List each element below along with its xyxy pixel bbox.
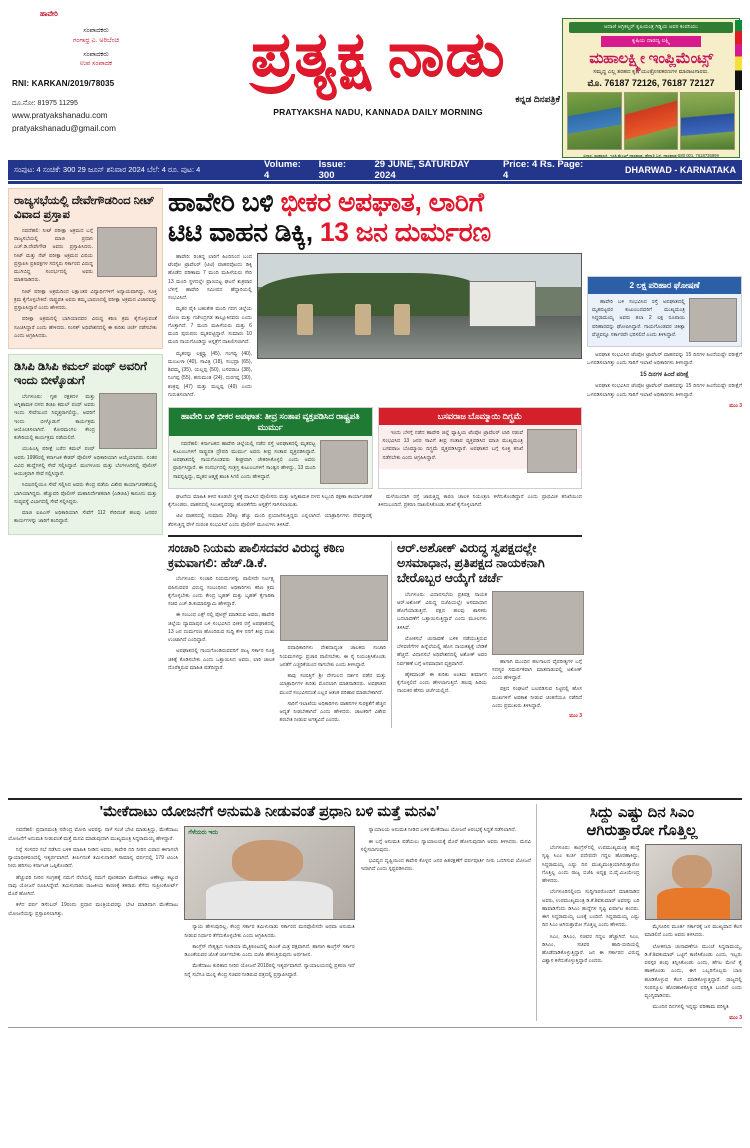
right-column [587,188,742,793]
article-paragraph: ನವದೆಹಲಿ: ಕರ್ನಾಟಕದ ಹಾವೇರಿ ಜಿಲ್ಲೆಯಲ್ಲಿ ನಡೆದ ರಸ್ತೆ ಅಪಘಾತದಲ್ಲಿ ಮೃತಪಟ್ಟ ಕುಟುಂಬಗಳಿಗೆ ರಾಷ್ಟ್ರಪತಿ ದ್ರೌಪದಿ ಮುರ್ಮು ಅವರು ತೀವ್ರ ಸಂತಾಪ ವ್ಯಕ್ತಪಡಿಸಿದ್ದಾರೆ. ಅಪಘಾತದಲ್ಲಿ ಗಾಯಗೊಂಡವರು ಶೀಘ್ರವಾಗಿ ಚೇತರಿಸಿಕೊಳ್ಳಲಿ ಎಂದು ಅವರು ಪ್ರಾರ್ಥಿಸಿದ್ದಾರೆ. ಈ ಸಂದರ್ಭದಲ್ಲಿ ಸಂತ್ರಸ್ತ ಕುಟುಂಬಗಳಿಗೆ ಸಾಂತ್ವನ ಹೇಳಿದ್ದು, 13 ಮಂದಿ ಸಾವನ್ನಪ್ಪಿದ್ದು, ಮೃತರ ಆತ್ಮಕ್ಕೆ ಶಾಂತಿ ಸಿಗಲಿ ಎಂದು ಹೇಳಿದ್ದಾರೆ. [173,440,316,480]
photo-deve-gowda [97,227,157,277]
article-kamal-pant-farewell[interactable] [8,354,163,535]
article-paragraph: ಲೋಕಸಭೆ ಚುನಾವಣೆ ಬಳಿಕ ನಡೆಯುತ್ತಿರುವ ಬೆಳವಣಿಗೆಗಳ ಹಿನ್ನೆಲೆಯಲ್ಲಿ ಹೊಸ ನಾಯಕತ್ವಕ್ಕೆ ಬೇಡಿಕೆ ಹೆಚ್ಚಿದೆ. ವಿಧಾನಸಭೆ ಅಧಿವೇಶನದಲ್ಲಿ ಅಶೋಕ್ ಅವರ ನಿರ್ವಹಣೆ ಬಗ್ಗೆ ಅಸಮಾಧಾನ ವ್ಯಕ್ತವಾಗಿದೆ. [397,635,487,667]
article-body-wrap [379,425,582,469]
ad-phone-numbers: ಮೊ. 76187 72126, 76187 72127 [587,78,715,88]
article-deve-gowda-neet[interactable] [8,188,163,349]
masthead-left-info [12,10,180,135]
masthead [8,6,742,158]
article-col-3 [361,826,531,982]
second-section-row [168,535,582,728]
publication-place: DHARWAD - KARNATAKA [625,165,736,175]
ad-product-images [567,92,735,150]
masthead-title-block [178,21,578,117]
article-columns [8,826,531,982]
ad-banner-top: ಅದಾಣಿ ಅಗ್ರಿಕಲ್ಚರ್ ಕೃಷಿಯಂತ್ರ ಗಿಡ್ಡಿಯ ಅವರ ಕಂಪನಿಯು [569,22,733,33]
article-paragraph: ಬೆಂಗಳೂರಿನಲ್ಲಿಂದು ಸುದ್ದಿಗಾರರೊಂದಿಗೆ ಮಾತನಾಡಿದ ಅವರು, ಉಪಮುಖ್ಯಮಂತ್ರಿ ಡಿ.ಕೆ.ಶಿವಕುಮಾರ್ ಅವರನ್ನು ಬರಿ ಹಾವಾಡಿಗೆಂದು ಡಿಸಿಎಂ ಹುದ್ದೆಗಳ ಸೃಷ್ಟಿ ಏರ್ಪಾಟ ತಂದರು. ಈಗ ಸಿದ್ದರಾಮಯ್ಯ ಬಣಕ್ಕೆ ಬಂದಿದೆ. ಸಿದ್ದರಾಮಯ್ಯ ಎಷ್ಟು ದಿನ ಸಿಎಂ ಆಗಿರುತ್ತಾರೋ ಗೊತ್ತಿಲ್ಲ ಎಂದು ಹೇಳಿದರು. [542,889,640,929]
article-paragraph: ಲೋಕಸಭಾ ಚುನಾವಣೆಗೂ ಮುಂಚೆ ಸಿದ್ದರಾಮಯ್ಯ, ಡಿ.ಕೆ.ಶಿವಕುಮಾರ್ ಒಟ್ಟಿಗೆ ಕಾಣಿಸಿಕೊಂಡು ಎಂದು, ಇಬ್ಬರು ಪರಸ್ಪರ ತಂಪು ತಿನ್ನಿಸಿಕೊಂಡು ಎಂದು, ಹೆಗಲ ಮೇಲೆ ಕೈ ಹಾಕಿಕೊಂಡು ಎಂದು, ಈಗ ಒಬ್ಬರಿಗೊಬ್ಬರು ಬಾಣ ಹೂಡಿಕೊಳ್ಳುವ ಕೆಲಸ ಮಾಡಿಕೊಳ್ಳುತ್ತಿದ್ದಾರೆ. ರಾಜ್ಯದಲ್ಲಿ ಸಂಪನ್ಮೂಲ ಹೊರಹಾಕಿಕೊಳ್ಳುವ ಪರಿಸ್ಥಿತಿ ಬಂದಿದೆ ಎಂದು ವ್ಯಂಗ್ಯವಾಡಿದರು. [644,943,742,999]
article-paragraph: ಹಾವೇರಿ: ರಿಂತಿದ್ದ ಲಾರಿಗೆ ಹಿಂದಿನಿಂದ ಬಂದ ಟೆಂಪೋ ಟ್ರಾವೆಲರ್ (ಟಿಟಿ) ವಾಹನವೊಂದು ಡಿಕ್ಕಿ ಹೊಡೆದ ಪರಿಣಾಮ 7 ಮಂದಿ ಮಹಿಳೆಯರು ಸೇರಿ 13 ಮಂದಿ ಸ್ಥಳದಲ್ಲೇ ಪ್ರಾಣಬಿಟ್ಟ ಘಟನೆ ಶುಕ್ರವಾರ ಬೆಳಗ್ಗೆ ಹಾವೇರಿ ಸಮೀಪದ ಹೆದ್ದಾರಿಯಲ್ಲಿ ಸಂಭವಿಸಿದೆ. [168,253,252,302]
issue-date: 29 JUNE, SATURDAY 2024 [374,159,470,181]
article-paragraph: ಸಿಎಂ, ಡಿಸಿಎಂ, ಸಚಿವರ ಗದ್ದಲ ಹೆಚ್ಚಾಗಿದೆ. ಸಿಎಂ, ಡಿಸಿಎಂ, ಸಚಿವರ ಹಾದಿ-ಬೀದಿಯಲ್ಲಿ ಹೊಡೆದಾಡಿಕೊಳ್ಳುತ್ತಿದ್ದಾರೆ. ಜನ ಈ ಸರ್ಕಾರದ ವಿರುದ್ಧ ವಿಶ್ವಾಸ ಕಳೆದುಕೊಳ್ಳುತ್ತಿದ್ದಾರೆ ಎಂದರು. [542,933,640,965]
volume-info-bar [8,160,742,180]
lead-headline-part4: 13 ಜನ ದುರ್ಮರಣ [319,216,491,247]
article-paragraph: ಅಪಘಾತ ಸಂಭವಿಸಿದ ಟೆಂಪೋ ಟ್ರಾವೆಲರ್ ವಾಹನವನ್ನು 15 ದಿನಗಳ ಹಿಂದೆಯಷ್ಟೇ ಪರೀಕ್ಷೆಗೆ ಒಳಪಡಿಸಲಾಗಿತ್ತು ಎಂದು ಸಾರಿಗೆ ಇಲಾಖೆ ಅಧಿಕಾರಿಗಳು ತಿಳಿಸಿದ್ದಾರೆ. [587,383,742,398]
article-headline: ಬಸವರಾಜ ಬೊಮ್ಮಾಯಿ ದಿಗ್ಭ್ರಮೆ [379,408,582,425]
lead-headline-part3: ಟಿಟಿ ವಾಹನ ಡಿಕ್ಕಿ, [168,216,320,247]
photo-face [232,840,303,882]
article-mekedatu[interactable] [8,804,531,1021]
photo-hd-kumaraswamy [280,575,389,641]
photo-police-officer [355,304,371,335]
photo-face [672,855,712,889]
center-column [168,188,582,793]
article-paragraph: ಮೈಸೂರಿನ ಮೂರ್ತ ಸರ್ಕಾರಕ್ಕೆ ಜನ ಮುಖ್ಯವಾದ ಕೆಲಸ ಮಾಡಲಿದೆ ಎಂದು ಅವರು ತಿಳಿಸಿದರು. [644,924,742,939]
masthead-phone: ದೂ.ನೋ: 81975 11295 [12,100,78,108]
bottom-section-rule [8,798,742,800]
article-paragraph: ಮೇಕೆದಾಟು ಕುರಿತಾದ ನೀರಿನ ಯೋಜನೆ 2018ರಲ್ಲಿ ಇತ್ಯರ್ಥವಾಗಿದೆ. ನ್ಯಾಯಾಲಯದಲ್ಲಿ ಪ್ರಕರಣ ಇದೆ ನಿನ್ನೆ ಸಭೆಗೂ ಮುನ್ನ ಕೇಂದ್ರ ಸಚಿವರ ನೀಡಿರುವ ಪತ್ರದಲ್ಲಿ ಪ್ರಸ್ತಾಪಿಸಿದ್ದಾರೆ. [184,963,355,978]
article-paragraph: ಅಪಘಾತ ಸಂಭವಿಸಿದ ಟೆಂಪೋ ಟ್ರಾವೆಲರ್ ವಾಹನವನ್ನು 15 ದಿನಗಳ ಹಿಂದೆಯಷ್ಟೇ ಪರೀಕ್ಷೆಗೆ ಒಳಪಡಿಸಲಾಗಿತ್ತು ಎಂದು ಸಾರಿಗೆ ಇಲಾಖೆ ಅಧಿಕಾರಿಗಳು ತಿಳಿಸಿದ್ದಾರೆ. [587,352,742,367]
article-bommai-shock[interactable] [378,407,583,489]
article-body-wrap [169,436,372,488]
article-col-1 [8,826,178,982]
article-headline: ಆರ್.ಅಶೋಕ್ ವಿರುದ್ಧ ಸ್ವಪಕ್ಷದಲ್ಲೇ ಅಸಮಾಧಾನ, ಪ್ರತಿಪಕ್ಷದ ನಾಯಕನಾಗಿ ಬೇರೊಬ್ಬರ ಆಯ್ಕೆಗೆ ಚರ್ಚೆ [397,540,545,586]
article-paragraph: ಮಳೆಯಿಂದಾಗಿ ರಸ್ತೆ ಜಾರುತ್ತಿದ್ದ ಕಾರಣ ಚಾಲಕ ನಿಯಂತ್ರಣ ಕಳೆದುಕೊಂಡಿದ್ದಾನೆ ಎಂದು ಪ್ರಾಥಮಿಕ ತನಿಖೆಯಿಂದ ತಿಳಿದುಬಂದಿದೆ. ಪ್ರಕರಣ ದಾಖಲಿಸಿಕೊಂಡು ತನಿಖೆ ಕೈಗೊಳ್ಳಲಾಗಿದೆ. [378,493,582,509]
main-content-grid [8,188,742,793]
article-paragraph: ಯುಪಿಎಸ್ಸಿ ಪರೀಕ್ಷೆ ಬರೆದ ಕಮಲ್ ಪಂಥ್ ಅವರು 1996ರಲ್ಲಿ ಕರ್ನಾಟಕ ಕೇಡರ್ ಪೊಲೀಸ್ ಅಧಿಕಾರಿಯಾಗಿ ಆಯ್ಕೆಯಾದರು. ನಂತರ ವಿವಿಧ ಹುದ್ದೆಗಳಲ್ಲಿ ಸೇವೆ ಸಲ್ಲಿಸಿದ್ದಾರೆ. ಮಂಗಳೂರು ಮತ್ತು ಬೆಂಗಳೂರಿನಲ್ಲಿ ಪೊಲೀಸ್ ಆಯುಕ್ತರಾಗಿ ಸೇವೆ ಸಲ್ಲಿಸಿದ್ದಾರೆ. [14,446,157,477]
jump-reference[interactable]: ಮುಂ 3 [569,713,582,720]
article-paragraph: ನ್ಯಾಯ ಹೇಳುವುದಿಲ್ಲ. ಕೇಂದ್ರ ಸರ್ಕಾರ ತಮಿಳುನಾಡು ಸರ್ಕಾರದ ಮನವೊಲಿಸದೇ ಅಥವಾ ಅನುಮತಿ ನೀಡುವ ನಿರ್ಧಾರ ತೆಗೆದುಕೊಳ್ಳಬೇಕು ಎಂದು ಆಗ್ರಹಿಸಿದರು. [184,924,355,939]
volume-english-info [264,159,591,181]
lead-headline-part1: ಹಾವೇರಿ ಬಳಿ [168,187,281,217]
article-paragraph: ಸಿಬಿಐನಲ್ಲಿಯೂ ಸೇವೆ ಸಲ್ಲಿಸಿದ ಅವರು ಕೇಂದ್ರ ಪಡೆಯ ವಿಶೇಷ ಕಾರ್ಯಾಚರಣೆಯಲ್ಲಿ ಭಾಗಿಯಾಗಿದ್ದರು. ಹೆಚ್ಚುವರಿ ಪೊಲೀಸ್ ಮಹಾನಿರ್ದೇಶಕರಾಗಿ (ಎಡಿಜಿಪಿ) ಕಾನೂನು ಮತ್ತು ಸುವ್ಯವಸ್ಥೆ ವಿಭಾಗದಲ್ಲಿ ಸೇವೆ ಸಲ್ಲಿಸಿದ್ದರು. [14,482,157,505]
article-paragraph: ಪಕ್ಷದ ಸಂಘಟನೆ ಬಲಪಡಿಸುವ ನಿಟ್ಟಿನಲ್ಲಿ ಹೊಸ ಮುಖಗಳಿಗೆ ಅವಕಾಶ ನೀಡುವ ಚಿಂತನೆಯೂ ನಡೆದಿದೆ ಎಂದು ಪ್ರಮುಖರು ತಿಳಿಸಿದ್ದಾರೆ. [492,686,582,709]
ad-product-plough-icon [567,92,622,150]
article-headline: ರಾಜ್ಯಸಭೆಯಲ್ಲಿ ದೇವೇಗೌಡರಿಂದ ನೀಟ್ ವಿವಾದ ಪ್ರಸ್ತಾಪ [14,195,155,222]
article-paragraph: ಬೆಂಗಳೂರು: ಗೃಹ ರಕ್ಷಕದಳ ಮತ್ತು ಅಗ್ನಿಶಾಮಕ ದಳದ ಡಿಜಿಪಿ ಕಮಲ್ ಪಂಥ್ ಅವರು ಇಂದು ಸೇವೆಯಿಂದ ನಿವೃತ್ತರಾಗಲಿದ್ದು, ಅವರಿಗೆ ಇಂದು ಬೀಳ್ಕೊಡುಗೆ ಕಾರ್ಯಕ್ರಮ ಆಯೋಜಿಸಲಾಗಿದೆ. ಕೋರಮಂಗಲ ಕೇಂದ್ರ ಕಚೇರಿಯಲ್ಲಿ ಕಾರ್ಯಕ್ರಮ ನಡೆಯಲಿದೆ. [14,393,95,441]
masthead-bullet: ಹಾವೇರಿ [40,11,58,18]
photo-bommai [527,429,577,473]
article-headline: ಹಾವೇರಿ ಬಳಿ ಭೀಕರ ಅಪಘಾತ: ತೀವ್ರ ಸಂತಾಪ ವ್ಯಕ್ತಪಡಿಸಿದ ರಾಷ್ಟ್ರಪತಿ ಮುರ್ಮು [169,408,372,436]
masthead-contact [12,99,180,135]
ad-banner-pink: ಕೃಷಿಯ ದಾರಣ್ಯ ಲಕ್ಷ್ಮಿ [601,36,701,47]
article-president-condolence[interactable] [168,407,373,489]
lead-headline-part2: ಭೀಕರ ಅಪಘಾತ, ಲಾರಿಗೆ [280,187,484,217]
volume-kannada-date: ಸಂಪುಟ: 4 ಸಂಚಿಕೆ: 300 29 ಜೂನ್ ಶನಿವಾರ 2024 ಬೆಲೆ: 4 ರೂ. ಪುಟ: 4 [14,165,201,174]
article-paragraph: ಘಟನೆಯ ಮಾಹಿತಿ ತಿಳಿದ ಕೂಡಲೇ ಸ್ಥಳಕ್ಕೆ ಧಾವಿಸಿದ ಪೊಲೀಸರು ಮತ್ತು ಅಗ್ನಿಶಾಮಕ ದಳದ ಸಿಬ್ಬಂದಿ ರಕ್ಷಣಾ ಕಾರ್ಯಾಚರಣೆ ಕೈಗೊಂಡರು. ವಾಹನದಲ್ಲಿ ಸಿಲುಕಿದ್ದವರನ್ನು ಹೊರತೆಗೆದು ಆಸ್ಪತ್ರೆಗೆ ಸಾಗಿಸಲಾಯಿತು. [168,493,372,509]
left-column [8,188,163,793]
article-headline: 2 ಲಕ್ಷ ಪರಿಹಾರ ಘೋಷಣೆ [588,277,741,294]
photo-siddaramaiah [689,298,737,342]
lead-article-row [168,253,582,402]
rni-number: RNI: KARKAN/2019/78035 [12,79,115,89]
article-hdk-traffic[interactable] [168,541,386,728]
editor-name-2: ಉಪ ಸಂಪಾದಕ [80,60,112,68]
article-paragraph: ಅಪಘಾತದಲ್ಲಿ ಗಾಯಗೊಂಡಿರುವವರಿಗೆ ರಾಜ್ಯ ಸರ್ಕಾರ ಸೂಕ್ತ ಚಿಕಿತ್ಸೆ ಕೊಡಿಸಬೇಕು ಎಂದು ಒತ್ತಾಯಿಸಿದ ಅವರು, ಲಾರಿ ಚಾಲಕ ದೊರೆತ್ತಿರುವ ಮಾಹಿತಿ ಪಡೆದಿದ್ದಾರೆ. [168,648,275,671]
article-paragraph: ಭವಿಷ್ಯದ ದೃಷ್ಟಿಯಿಂದ ಕಾವೇರಿ ಕೊಳ್ಳದ ಜನರ ಹಿತರಕ್ಷಣೆಗೆ ವರ್ಷಪೂರ್ತಿ ನೀರು ಒದಗಿಸುವ ಯೋಜನೆ ಇದಾಗಿದೆ ಎಂದು ಸ್ಪಷ್ಟಪಡಿಸಿದರು. [360,858,531,873]
masthead-email[interactable]: pratyakshanadu@gmail.com [12,123,116,133]
issue-number: Issue: 300 [318,159,347,181]
masthead-subtitle-english: PRATYAKSHA NADU, KANNADA DAILY MORNING [273,107,483,117]
ad-product-trailer-icon [680,92,735,150]
article-paragraph: ಇಂದು ಬೆಳಗ್ಗೆ ನಡೆದ ಹಾವೇರಿ ಜಿಲ್ಲೆ ವ್ಯಾಪ್ತಿಯ ಟೆಂಪೋ ಟ್ರಾವೆಲರ್ ಲಾರಿ ನಡುವೆ ಸಂಭವಿಸಿದ 13 ಜನರ ಸಾವಿಗೆ ತೀವ್ರ ಸಂತಾಪ ವ್ಯಕ್ತಪಡಿಸಿದ ಮಾಜಿ ಮುಖ್ಯಮಂತ್ರಿ ಬಸವರಾಜ ಬೊಮ್ಮಾಯಿ ದಿಗ್ಭ್ರಮೆ ವ್ಯಕ್ತಪಡಿಸಿದ್ದಾರೆ. ಅಪಘಾತದ ಬಗ್ಗೆ ಸೂಕ್ತ ತನಿಖೆ ನಡೆಸಬೇಕು ಎಂದು ಆಗ್ರಹಿಸಿದ್ದಾರೆ. [382,429,523,461]
photo-accident-scene [257,253,582,359]
sub-articles-row [168,407,582,489]
volume-number: Volume: 4 [264,159,301,181]
article-ashok-discontent[interactable] [391,541,582,728]
editor-label-1: ಸಂಪಾದಕರು [83,27,109,35]
article-paragraph: ಮೃತರ ಪೈಕಿ ಬಹುತೇಕ ಮಂದಿ ಗದಗ ಜಿಲ್ಲೆಯ ರೋಣ ಮತ್ತು ಗಜೇಂದ್ರಗಡ ತಾಲ್ಲೂಕಿನವರು ಎಂದು ಗೊತ್ತಾಗಿದೆ. 7 ಮಂದಿ ಮಹಿಳೆಯರು ಮತ್ತು 6 ಮಂದಿ ಪುರುಷರು ಮೃತಪಟ್ಟಿದ್ದಾರೆ. ಸುಮಾರು 10 ಮಂದಿ ಗಾಯಗೊಂಡಿದ್ದು ಆಸ್ಪತ್ರೆಗೆ ದಾಖಲಿಸಲಾಗಿದೆ. [168,306,252,346]
photo-president-murmu [320,440,368,484]
article-headline-line1: ಸಿದ್ದು ಎಷ್ಟು ದಿನ ಸಿಎಂ [589,804,695,821]
lead-article-col1 [168,253,252,402]
lead-headline [168,188,582,248]
article-paragraph: ನೀಟ್ ಪರೀಕ್ಷಾ ಅಕ್ರಮದಿಂದ ಲಕ್ಷಾಂತರ ವಿದ್ಯಾರ್ಥಿಗಳಿಗೆ ಅನ್ಯಾಯವಾಗಿದ್ದು, ಸೂಕ್ತ ಕ್ರಮ ಕೈಗೊಳ್ಳಬೇಕಿದೆ. ರಾಷ್ಟ್ರಪತಿ ಅವರು ತಮ್ಮ ಭಾಷಣದಲ್ಲಿ ಪರೀಕ್ಷಾ ಅಕ್ರಮದ ವಿಚಾರವನ್ನು ಪ್ರಸ್ತಾಪಿಸಿದ್ದಾರೆ ಎಂದು ಹೇಳಿದರು. [14,288,157,311]
article-headline-line2: ಆಗಿರುತ್ತಾರೋ ಗೊತ್ತಿಲ್ಲ [586,822,698,839]
article-paragraph: ಸಾರಿಗೆ ಇಲಾಖೆಯ ಅಧಿಕಾರಿಗಳು ವಾಹನಗಳ ಸುರಕ್ಷತೆಗೆ ಹೆಚ್ಚಿನ ಆದ್ಯತೆ ನೀಡಬೇಕಾಗಿದೆ ಎಂದು ಹೇಳಿದರು. ಚಾಲಕರಿಗೆ ವಿಶೇಷ ತರಬೇತಿ ನೀಡುವ ಅಗತ್ಯವಿದೆ ಎಂದರು. [279,700,386,724]
jump-reference[interactable]: ಮುಂ 3 [729,402,742,409]
article-headline: 'ಮೇಕೆದಾಟು ಯೋಜನೆಗೆ ಅನುಮತಿ ನೀಡುವಂತೆ ಪ್ರಧಾನಿ ಬಳಿ ಮತ್ತೆ ಮನವಿ' [99,804,440,820]
masthead-editor-block [12,26,180,69]
color-registration-strip [735,20,742,90]
article-paragraph: ಮಾಜಿ ಐಪಿಎಸ್ ಅಧಿಕಾರಿಯಾಗಿ ಸೇವೆಗೆ 112 ಸೇರಿದಂತೆ ಹಲವು ಜನಪರ ಕಾರ್ಯಗಳನ್ನು ಜಾರಿಗೆ ತಂದಿದ್ದಾರೆ. [14,510,157,525]
article-headline: ಸಂಚಾರಿ ನಿಯಮ ಪಾಲಿಸದವರ ವಿರುದ್ಧ ಕಠಿಣ ಕ್ರಮವಾಗಲಿ: ಹೆಚ್.ಡಿ.ಕೆ. [168,540,345,571]
article-compensation-continuation [587,351,742,410]
article-paragraph: ನ್ಯಾಯಾಲಯ ಅನುಮತಿ ನೀಡಿದ ಬಳಿಕ ಮೇಕೆದಾಟು ಯೋಜನೆ ಆರಂಭಕ್ಕೆ ಸಿದ್ಧತೆ ನಡೆಸಲಾಗಿದೆ. [368,827,517,834]
article-body-wrap [588,294,741,346]
photo-siddaramaiah-speaking [184,826,354,920]
article-paragraph: ಹೈಕಮಾಂಡ್ ಈ ಕುರಿತು ಅಂತಿಮ ತೀರ್ಮಾನ ಕೈಗೊಳ್ಳಲಿದೆ ಎಂದು ಹೇಳಲಾಗುತ್ತಿದೆ. ಹಲವು ಹಿರಿಯ ನಾಯಕರ ಹೆಸರು ಚರ್ಚೆಯಲ್ಲಿದೆ. [397,671,487,695]
jump-reference[interactable]: ಮುಂ 3 [729,1014,742,1021]
article-paragraph: ಬೆಂಗಳೂರು: ವಿಧಾನಸಭೆಯ ಪ್ರತಿಪಕ್ಷ ನಾಯಕ ಆರ್.ಅಶೋಕ್ ವಿರುದ್ಧ ಬಿಜೆಪಿಯಲ್ಲೇ ಅಸಮಾಧಾನ ಹೊಗೆಯಾಡುತ್ತಿದೆ. ಪಕ್ಷದ ಹಲವು ಶಾಸಕರು ಬದಲಾವಣೆಗೆ ಒತ್ತಾಯಿಸುತ್ತಿದ್ದಾರೆ ಎಂದು ಮೂಲಗಳು ತಿಳಿಸಿವೆ. [397,591,487,631]
article-paragraph: ನವದೆಹಲಿ: ಪ್ರಧಾನಮಂತ್ರಿ ನರೇಂದ್ರ ಮೋದಿ ಅವರನ್ನು ನಾಳೆ ಸಂಜೆ ಭೇಟಿ ಮಾಡುತ್ತಿದ್ದು, ಮೇಕೆದಾಟು ಯೋಜನೆಗೆ ಅನುಮತಿ ನೀಡುವಂತೆ ಮತ್ತೆ ಮನವಿ ಮಾಡುವುದಾಗಿ ಮುಖ್ಯಮಂತ್ರಿ ಸಿದ್ದರಾಮಯ್ಯ ಹೇಳಿದ್ದಾರೆ. [8,827,179,842]
photo-vijayendra [645,844,743,920]
lead-article-continuation [168,493,582,529]
photo-police-officer [394,304,410,335]
article-paragraph: ಕಳೆದ ವರ್ಷ ಡಿಸೆಂಬರ್ 19ರಂದು ಪ್ರಧಾನ ಮಂತ್ರಿಯವರನ್ನು ಭೇಟಿ ಮಾಡಿದಾಗ ಮೇಕೆದಾಟು ಯೋಜನೆಯನ್ನು ಪ್ರಸ್ತಾಪಿಸಲಾಗಿತ್ತು. [8,902,179,917]
article-paragraph: ಪದಾಧಿಕಾರಿಗಳು ದೇಶದಾದ್ಯಂತ ಚಾಲಕರು ಸಂಚಾರಿ ನಿಯಮಗಳನ್ನು ಪ್ರಚಾರ ಪಾಲಿಸಬೇಕು. ಈ ಸೈ ನಿಯಂತ್ರಿಸಿಕೊಂಡು ಜನತೆಗೆ ಎಚ್ಚರಿಕೆಯಿಂದ ಸಾಗಬೇಕು ಎಂದು ತಿಳಿಸಿದ್ದಾರೆ. [279,645,386,668]
article-paragraph: ನಿನ್ನೆ ಸಂಸದರ ಸಭೆ ನಡೆಸಿದ ಬಳಿಕ ಮಾಹಿತಿ ನೀಡಿದ ಅವರು, ಕಾವೇರಿ ನದಿ ನೀರಿನ ವಿವಾದ ಈಗಾಗಲೇ ನ್ಯಾಯಾಧೀಕರಣದಲ್ಲಿ ಇತ್ಯರ್ಥವಾಗಿದೆ. ತೀರ್ಪಿನಂತೆ ತಮಿಳುನಾಡಿಗೆ ಸಾಮಾನ್ಯ ವರ್ಷದಲ್ಲಿ 179 ಟಿಎಂಸಿ ನೀರು ಹರಿಸಲು ಕರ್ನಾಟಕ ಒಪ್ಪಿಕೊಂಡಿದೆ. [8,846,179,870]
issue-price: Price: 4 Rs. Page: 4 [502,159,584,181]
ad-tagline: ಸಮೃದ್ಧ ಎಲ್ಲ ತರಹದ ಕೃಷಿ ಯಂತ್ರೋಪಕರಣಗಳ ಮಾರಾಟಗಾರರು. [593,69,709,75]
article-paragraph: ಟಿಟಿ ವಾಹನದಲ್ಲಿ ಸುಮಾರು 20ಕ್ಕೂ ಹೆಚ್ಚು ಮಂದಿ ಪ್ರಯಾಣಿಸುತ್ತಿದ್ದರು ಎನ್ನಲಾಗಿದೆ. ಯಾತ್ರಾರ್ಥಿಗಳು ದೇವಸ್ಥಾನಕ್ಕೆ ತೆರಳುತ್ತಿದ್ದ ವೇಳೆ ದುರಂತ ಸಂಭವಿಸಿದೆ ಎಂದು ಪೊಲೀಸ್ ಮೂಲಗಳು ತಿಳಿಸಿವೆ. [168,513,372,528]
masthead-subtitle-kannada: ಕನ್ನಡ ದಿನಪತ್ರಿಕೆ [515,94,560,104]
article-paragraph: ಬೆಂಗಳೂರು: ಕಾಂಗ್ರೆಸ್‌ನಲ್ಲಿ ಉಪಮುಖ್ಯಮಂತ್ರಿ ಹುದ್ದೆ ಸೃಷ್ಟಿ ಸಿಎಂ ಕುರ್ಚಿ ಪದೇಪದೇ ಗದ್ದಲ ಹೊರಹಾಕಿದ್ದು, ಸಿದ್ದರಾಮಯ್ಯ ಎಷ್ಟು ದಿನ ಮುಖ್ಯಮಂತ್ರಿಯಾಗಿರುತ್ತಾರೋ ಗೊತ್ತಿಲ್ಲ ಎಂದು ರಾಜ್ಯ ಬಿಜೆಪಿ ಅಧ್ಯಕ್ಷ ಬಿ.ವೈ.ವಿಜಯೇಂದ್ರ ಹೇಳಿದರು. [542,845,640,884]
article-paragraph: ಈ ಸಂಬಂಧ ಎಕ್ಸ್ ನಲ್ಲಿ ಪೋಸ್ಟ್ ಮಾಡಿರುವ ಅವರು, ಹಾವೇರಿ ಜಿಲ್ಲೆಯ ದ್ಯಾಮಾಪುರ ಬಳಿ ಸಂಭವಿಸಿದ ಭೀಕರ ರಸ್ತೆ ಅಪಘಾತದಲ್ಲಿ 13 ಜನ ದುರ್ಮರಣ ಹೊಂದಿರುವ ಸುದ್ದಿ ಕೇಳಿ ನನಗೆ ತೀವ್ರ ದುಃಖ ಉಂಟಾಗಿದೆ ಎಂದಿದ್ದಾರೆ. [168,612,275,644]
header-rule [8,181,742,184]
ad-product-rotavator-icon [624,92,679,150]
photo-bus [469,281,536,327]
article-paragraph: ಈ ಬಗ್ಗೆ ಅನುಮತಿ ಪಡೆಯಲು ನ್ಯಾಯಾಲಯಕ್ಕೆ ಮೊರೆ ಹೋಗುವುದಾಗಿ ಅವರು ತಿಳಿಸಿದರು. ಮನವಿ ಸಲ್ಲಿಸಲಾಗುವುದು. [360,838,531,853]
article-paragraph: ನವದೆಹಲಿ: ನೀಟ್ ಪರೀಕ್ಷಾ ಅಕ್ರಮದ ಬಗ್ಗೆ ರಾಜ್ಯಸಭೆಯಲ್ಲಿ ಮಾಜಿ ಪ್ರಧಾನಿ ಎಚ್.ಡಿ.ದೇವೇಗೌಡ ಅವರು ಪ್ರಸ್ತಾಪಿಸಿದರು. ನೀಟ್ ಮತ್ತು ನೆಟ್ ಪರೀಕ್ಷಾ ಅಕ್ರಮದ ವಿಷಯ ಪ್ರಸ್ತಾಪಿಸಿ ಪ್ರತಿಪಕ್ಷಗಳ ಸದಸ್ಯರು ಸರ್ಕಾರದ ವಿರುದ್ಧ ಮುಗಿಬಿದ್ದ ಸಂದರ್ಭದಲ್ಲಿ ಅವರು ಮಾತನಾಡಿದರು. [14,227,93,284]
photo-caption: ಗೆಳೆಯರು ಇದು [188,830,218,837]
article-paragraph: ಹೆಚ್ಚುವರಿ ನೀರಿನ ಸಂಗ್ರಹಕ್ಕೆ ನಮಗೆ ನೆಲೆಯಲ್ಲಿ ನಮಗೆ ಪೂರಕವಾಗಿ ಮೇಕೆದಾಟು ಆಣೆಕಟ್ಟು ಕಟ್ಟುವ ನಾವು ಯೋಜನೆ ರೂಪಿಸಿದ್ದೇವೆ. ತಮಿಳುನಾಡು ರಾಜಕೀಯ ಕಾರಣಕ್ಕೆ ತಕರಾರು ತೆಗೆದು ಸುಪ್ರೀಂಕೋರ್ಟ್ ಮೊರೆ ಹೋಗಿದೆ. [8,874,179,898]
article-vijayendra[interactable] [536,804,742,1021]
ad-footer-address: ವಿಳಾಸ: ಮಹಾಲಕ್ಷ್ಮಿ ಇಂಪ್ಲಿಮೆಂಟ್ಸ್ ಧಾರವಾಡ, ಹೆದ್ದಾರಿ ಬಳಿ, ಧಾರವಾಡ-580 001, 7618736999 [583,153,719,158]
editor-name-1: ಗಂಗಾಧ್ರ ಎ. ಅರಿಬೆಂಚಿ [73,36,119,44]
article-paragraph: ಪರೀಕ್ಷಾ ಅಕ್ರಮದಲ್ಲಿ ಭಾಗಿಯಾದವರ ವಿರುದ್ಧ ಕಠಿಣ ಕ್ರಮ ಕೈಗೊಳ್ಳುವಂತೆ ಸೂಚಿಸಿದ್ದಾರೆ ಎಂದು ಹೇಳಿದರು. ಸಂಸತ್ ಅಧಿವೇಶನದಲ್ಲಿ ಈ ಕುರಿತು ಚರ್ಚೆ ನಡೆಸಬೇಕು ಎಂದು ಆಗ್ರಹಿಸಿದರು. [14,316,157,339]
editor-label-2: ಸಂಪಾದಕರು [83,50,109,58]
article-paragraph: ಮುಂದಿನ ದಿನಗಳಲ್ಲಿ ಇನ್ನಷ್ಟು ಪರಿಣಾಮ ಪರಿಸ್ಥಿತಿ [652,1004,729,1011]
photo-kamal-pant [99,393,157,449]
article-paragraph: ಬೆಂಗಳೂರು: ಸಂಚಾರಿ ನಿಯಮಗಳನ್ನು ಪಾಲಿಸದೇ ನಿರ್ಲಕ್ಷ್ಯ ವಹಿಸುವವರ ವಿರುದ್ಧ ಸಂಬಂಧಿಸಿದ ಅಧಿಕಾರಿಗಳು ಕಠಿಣ ಕ್ರಮ ಕೈಗೊಳ್ಳಬೇಕು ಎಂದು ಕೇಂದ್ರ ಬೃಹತ್ ಮತ್ತು ಬೃಹತ್ ಕೈಗಾರಿಕಾ ಸಚಿವ ಎಚ್.ಡಿ.ಕುಮಾರಸ್ವಾಮಿ ಹೇಳಿದ್ದಾರೆ. [168,576,275,608]
article-headline: ಡಿಸಿಪಿ ಡಿಸಿಪಿ ಕಮಲ್ ಪಂಥ್ ಅವರಿಗೆ ಇಂದು ಬೀಳ್ಕೊಡುಗೆ [14,361,147,388]
page-footer-rule [8,1027,742,1028]
photo-r-ashok [492,591,584,655]
article-paragraph: ತಾವು ಸಂಪತ್ತಿಗೆ ಶ್ರೀ ದೇಗುಲದ ದರ್ಶನ ಪಡೆದ ಮತ್ತು ಯಾತ್ರಾರ್ಥಿಗಳ ಕುರಿತು ಮೊದಲಾಗಿ ಮಾತನಾಡಿದರು. ಅಪಘಾತದ ಮುಂದೆ ಸಂಭವಿಸದಂತೆ ಎಲ್ಲರ ಆತಂಕ ಪರಿಹಾರ ಮಾಡಬೇಕಾಗಿದೆ. [279,673,386,696]
newspaper-logo: ಪ್ರತ್ಯಕ್ಷ ನಾಡು [250,21,506,89]
article-paragraph: ಹಾಗಾಗಿ ಮುಂದಿನ ಹಲಗಾಲದ ವೈಪರೀತ್ಯಗಳ ಬಗ್ಗೆ ಸದಸ್ಯರ ಸಮರ್ಪಕವಾಗಿ ಮಾತನಾಡುವಲ್ಲಿ ಅಶೋಕ್ ಎಂದು ಹೇಳಿದ್ದಾರೆ. [492,658,582,682]
photo-police-officer [297,304,313,335]
article-compensation[interactable] [587,276,742,347]
bottom-section [8,804,742,1021]
ad-company-name: ಮಹಾಲಕ್ಷ್ಮೀ ಇಂಪ್ಲಿಮೆಂಟ್ಸ್ [589,50,713,67]
article-paragraph: ಮೃತರನ್ನು ಲಕ್ಷ್ಮವ್ವ (45), ಗಂಗವ್ವ (40), ಮಂಜುಳಾ (40), ಸಾವಿತ್ರಿ (18), ಸುಭದ್ರಾ (65), ಶಿವಮ್ಮ (35), ಯಲ್ಲಪ್ಪ (50), ಬಸವರಾಜ (38), ನಿಂಗಪ್ಪ (55), ಹನುಮಂತ (24), ದುರಗಪ್ಪ (30), ಶಂಕ್ರಪ್ಪ (47) ಮತ್ತು ಮಲ್ಲಪ್ಪ (49) ಎಂದು ಗುರುತಿಸಲಾಗಿದೆ. [168,350,252,398]
photo-body [657,888,730,919]
article-col-2 [184,826,354,982]
article-paragraph: ಕಾಂಗ್ರೆಸ್ ನೇತೃತ್ವದ ಇಂಡಿಯಾ ಮೈತ್ರಿಕೂಟದಲ್ಲಿ ಡಿಎಂಕೆ ಮಿತ್ರ ಪಕ್ಷವಾಗಿದೆ. ಹಾಗಾಗಿ ಕಾಂಗ್ರೆಸ್ ಸರ್ಕಾರ ಡಿಎಂಕೆಯವರ ಜೊತೆ ಚರ್ಚಿಸಬೇಕು ಎಂದು ಬಿಜೆಪಿ ಹೇಳುತ್ತಿರುವುದು ಅರ್ಥಹೀನ. [184,943,355,959]
masthead-website[interactable]: www.pratyakshanadu.com [12,110,108,120]
photo-body [206,881,334,920]
sub-headline: 15 ದಿನಗಳ ಹಿಂದೆ ಪರೀಕ್ಷೆ [640,371,689,378]
article-paragraph: ಹಾವೇರಿ ಬಳಿ ಸಂಭವಿಸಿದ ರಸ್ತೆ ಅಪಘಾತದಲ್ಲಿ ಮೃತಪಟ್ಟವರ ಕುಟುಂಬದವರಿಗೆ ಮುಖ್ಯಮಂತ್ರಿ ಸಿದ್ದರಾಮಯ್ಯ ಅವರು ತಲಾ 2 ಲಕ್ಷ ರೂಪಾಯಿ ಪರಿಹಾರವನ್ನು ಘೋಷಿಸಿದ್ದಾರೆ. ಗಾಯಗೊಂಡವರ ಚಿಕಿತ್ಸಾ ವೆಚ್ಚವನ್ನೂ ಸರ್ಕಾರವೇ ಭರಿಸಲಿದೆ ಎಂದು ತಿಳಿಸಿದ್ದಾರೆ. [592,298,685,338]
advertisement-mahalakshmi-implements[interactable] [562,18,740,158]
lead-photo-wrap [257,253,582,402]
